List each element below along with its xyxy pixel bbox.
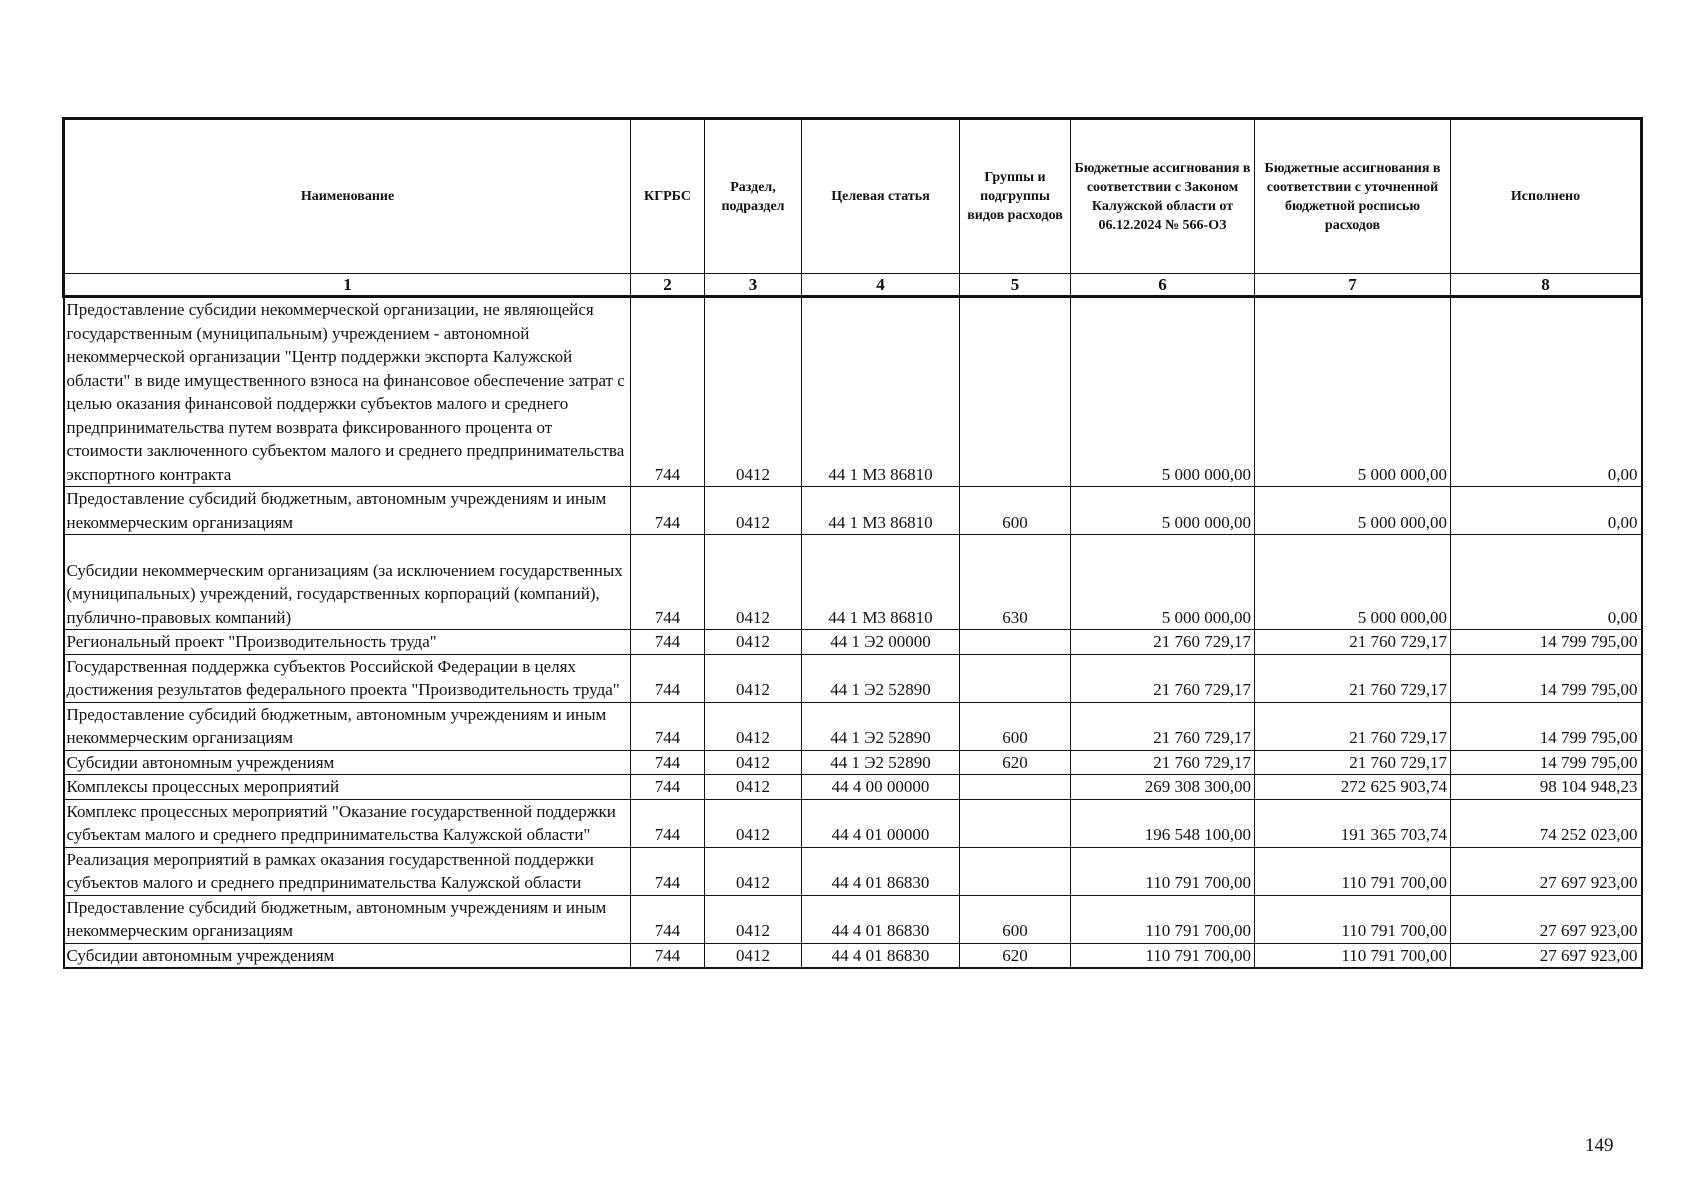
- cell-grbs: 744: [631, 487, 705, 535]
- cell-zakon: 21 760 729,17: [1071, 702, 1255, 750]
- cell-name: Региональный проект "Производительность труда": [64, 630, 631, 655]
- cell-grbs: 744: [631, 535, 705, 630]
- cell-gruppy: [960, 775, 1071, 800]
- cell-celevaya: 44 1 Э2 52890: [802, 654, 960, 702]
- cell-celevaya: 44 4 00 00000: [802, 775, 960, 800]
- cell-zakon: 5 000 000,00: [1071, 487, 1255, 535]
- column-number: 1: [64, 274, 631, 297]
- cell-razdel: 0412: [705, 654, 802, 702]
- cell-gruppy: 600: [960, 895, 1071, 943]
- cell-gruppy: 620: [960, 943, 1071, 968]
- table-row: [64, 487, 1642, 535]
- cell-razdel: 0412: [705, 847, 802, 895]
- cell-zakon: 110 791 700,00: [1071, 895, 1255, 943]
- cell-rospis: 21 760 729,17: [1255, 630, 1451, 655]
- cell-gruppy: [960, 847, 1071, 895]
- table-row: [64, 702, 1642, 750]
- cell-razdel: 0412: [705, 895, 802, 943]
- cell-gruppy: 630: [960, 535, 1071, 630]
- cell-grbs: 744: [631, 943, 705, 968]
- column-number: 7: [1255, 274, 1451, 297]
- cell-ispolneno: 14 799 795,00: [1451, 654, 1642, 702]
- column-number: 2: [631, 274, 705, 297]
- cell-rospis: 272 625 903,74: [1255, 775, 1451, 800]
- cell-name: Государственная поддержка субъектов Российской Федерации в целях достижения результатов федерального проекта "Производительность труда": [64, 654, 631, 702]
- cell-grbs: 744: [631, 750, 705, 775]
- cell-celevaya: 44 1 Э2 00000: [802, 630, 960, 655]
- cell-razdel: 0412: [705, 775, 802, 800]
- column-number: 8: [1451, 274, 1642, 297]
- cell-name: Предоставление субсидий бюджетным, автономным учреждениям и иным некоммерческим организациям: [64, 487, 631, 535]
- cell-razdel: 0412: [705, 702, 802, 750]
- cell-name: Предоставление субсидии некоммерческой организации, не являющейся государственным (муниципальным) учреждением - автономной некоммерческой организации "Центр поддержки экспорта Калужской области" в виде имущественного взноса на финансовое обеспечение затрат с целью оказания финансовой поддержки субъектов малого и среднего предпринимательства путем возврата фиксированного процента от стоимости заключенного субъектом малого и среднего предпринимательства экспортного контракта: [64, 297, 631, 487]
- cell-name: Комплекс процессных мероприятий "Оказание государственной поддержки субъектам малого и среднего предпринимательства Калужской области": [64, 799, 631, 847]
- table-row: [64, 847, 1642, 895]
- budget-table-sheet: [62, 117, 1640, 969]
- budget-execution-table: [62, 117, 1643, 969]
- cell-ispolneno: 98 104 948,23: [1451, 775, 1642, 800]
- cell-zakon: 269 308 300,00: [1071, 775, 1255, 800]
- cell-razdel: 0412: [705, 535, 802, 630]
- cell-gruppy: 620: [960, 750, 1071, 775]
- column-number-row: [64, 274, 1642, 297]
- cell-rospis: 21 760 729,17: [1255, 702, 1451, 750]
- cell-grbs: 744: [631, 702, 705, 750]
- table-row: [64, 775, 1642, 800]
- cell-grbs: 744: [631, 775, 705, 800]
- table-row: [64, 750, 1642, 775]
- cell-rospis: 21 760 729,17: [1255, 654, 1451, 702]
- cell-zakon: 21 760 729,17: [1071, 654, 1255, 702]
- table-row: [64, 297, 1642, 487]
- cell-celevaya: 44 1 Э2 52890: [802, 702, 960, 750]
- cell-name: Субсидии автономным учреждениям: [64, 750, 631, 775]
- header-row: [64, 119, 1642, 274]
- cell-grbs: 744: [631, 799, 705, 847]
- cell-gruppy: [960, 799, 1071, 847]
- cell-zakon: 5 000 000,00: [1071, 297, 1255, 487]
- cell-rospis: 5 000 000,00: [1255, 487, 1451, 535]
- table-row: [64, 943, 1642, 968]
- column-number: 3: [705, 274, 802, 297]
- cell-zakon: 21 760 729,17: [1071, 750, 1255, 775]
- table-row: [64, 799, 1642, 847]
- cell-grbs: 744: [631, 895, 705, 943]
- cell-razdel: 0412: [705, 799, 802, 847]
- cell-gruppy: 600: [960, 702, 1071, 750]
- cell-ispolneno: 27 697 923,00: [1451, 847, 1642, 895]
- cell-celevaya: 44 1 М3 86810: [802, 535, 960, 630]
- header-ispolneno: Исполнено: [1451, 119, 1642, 274]
- cell-zakon: 196 548 100,00: [1071, 799, 1255, 847]
- cell-ispolneno: 14 799 795,00: [1451, 702, 1642, 750]
- cell-rospis: 110 791 700,00: [1255, 943, 1451, 968]
- cell-celevaya: 44 4 01 86830: [802, 895, 960, 943]
- cell-ispolneno: 14 799 795,00: [1451, 630, 1642, 655]
- cell-name: Субсидии некоммерческим организациям (за исключением государственных (муниципальных) учреждений, государственных корпораций (компаний), публично-правовых компаний): [64, 535, 631, 630]
- header-gruppy: Группы и подгруппы видов расходов: [960, 119, 1071, 274]
- cell-name: Реализация мероприятий в рамках оказания государственной поддержки субъектов малого и среднего предпринимательства Калужской области: [64, 847, 631, 895]
- column-number: 5: [960, 274, 1071, 297]
- cell-name: Предоставление субсидий бюджетным, автономным учреждениям и иным некоммерческим организациям: [64, 895, 631, 943]
- page-number: 149: [1585, 1135, 1614, 1156]
- header-rospis: Бюджетные ассигнования в соответствии с уточненной бюджетной росписью расходов: [1255, 119, 1451, 274]
- cell-grbs: 744: [631, 630, 705, 655]
- cell-ispolneno: 0,00: [1451, 297, 1642, 487]
- cell-rospis: 110 791 700,00: [1255, 847, 1451, 895]
- cell-grbs: 744: [631, 847, 705, 895]
- table-row: [64, 630, 1642, 655]
- cell-gruppy: [960, 654, 1071, 702]
- cell-celevaya: 44 4 01 86830: [802, 943, 960, 968]
- cell-rospis: 5 000 000,00: [1255, 297, 1451, 487]
- cell-zakon: 110 791 700,00: [1071, 943, 1255, 968]
- cell-razdel: 0412: [705, 750, 802, 775]
- cell-rospis: 21 760 729,17: [1255, 750, 1451, 775]
- header-zakon: Бюджетные ассигнования в соответствии с Законом Калужской области от 06.12.2024 № 566-ОЗ: [1071, 119, 1255, 274]
- cell-rospis: 5 000 000,00: [1255, 535, 1451, 630]
- cell-name: Комплексы процессных мероприятий: [64, 775, 631, 800]
- cell-ispolneno: 27 697 923,00: [1451, 943, 1642, 968]
- table-row: [64, 895, 1642, 943]
- cell-ispolneno: 74 252 023,00: [1451, 799, 1642, 847]
- column-number: 6: [1071, 274, 1255, 297]
- cell-ispolneno: 0,00: [1451, 487, 1642, 535]
- cell-celevaya: 44 4 01 86830: [802, 847, 960, 895]
- cell-zakon: 5 000 000,00: [1071, 535, 1255, 630]
- cell-gruppy: [960, 630, 1071, 655]
- header-razdel: Раздел, подраздел: [705, 119, 802, 274]
- column-number: 4: [802, 274, 960, 297]
- table-body: [64, 297, 1642, 969]
- cell-rospis: 110 791 700,00: [1255, 895, 1451, 943]
- header-name: Наименование: [64, 119, 631, 274]
- cell-celevaya: 44 1 М3 86810: [802, 297, 960, 487]
- cell-razdel: 0412: [705, 630, 802, 655]
- cell-gruppy: 600: [960, 487, 1071, 535]
- cell-grbs: 744: [631, 297, 705, 487]
- cell-name: Предоставление субсидий бюджетным, автономным учреждениям и иным некоммерческим организациям: [64, 702, 631, 750]
- cell-ispolneno: 27 697 923,00: [1451, 895, 1642, 943]
- header-grbs: КГРБС: [631, 119, 705, 274]
- cell-gruppy: [960, 297, 1071, 487]
- cell-ispolneno: 0,00: [1451, 535, 1642, 630]
- cell-ispolneno: 14 799 795,00: [1451, 750, 1642, 775]
- table-row: [64, 654, 1642, 702]
- cell-razdel: 0412: [705, 297, 802, 487]
- cell-name: Субсидии автономным учреждениям: [64, 943, 631, 968]
- cell-grbs: 744: [631, 654, 705, 702]
- cell-celevaya: 44 4 01 00000: [802, 799, 960, 847]
- table-header: [64, 119, 1642, 297]
- cell-celevaya: 44 1 М3 86810: [802, 487, 960, 535]
- cell-rospis: 191 365 703,74: [1255, 799, 1451, 847]
- header-celevaya: Целевая статья: [802, 119, 960, 274]
- cell-zakon: 110 791 700,00: [1071, 847, 1255, 895]
- cell-zakon: 21 760 729,17: [1071, 630, 1255, 655]
- cell-razdel: 0412: [705, 487, 802, 535]
- cell-razdel: 0412: [705, 943, 802, 968]
- table-row: [64, 535, 1642, 630]
- cell-celevaya: 44 1 Э2 52890: [802, 750, 960, 775]
